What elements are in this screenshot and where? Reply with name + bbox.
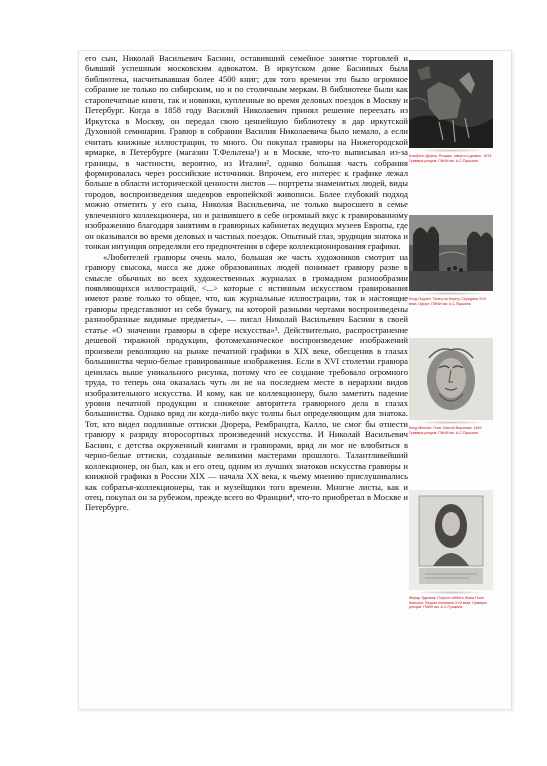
image-shadow	[413, 591, 489, 594]
figure-caption: Альбрехт Дюрер. Рыцарь, смерть и дьявол. 1513. Гравюра резцом. ГМИИ им. А.С.Пушкина	[409, 154, 493, 163]
engraving-edelinck-svg	[409, 490, 493, 590]
paragraph-2: «Любителей гравюры очень мало, большая же часть художников смотрит на гравюру свысока, масса же даже образованных людей понимает гравюру разве в смысле обычных во всех художественных журналах в громадном разнообразии появляющихся иллюстраций, <...> которые с истинным искусством гравирования имеют разве только то общее, что, как журнальные иллюстрации, так и настоящие гравюры представляют из себя бумагу, на которой разными чертами воспроизведены разнообразные видимые предметы», — писал Николай Васильевич Баснин в своей статье «О значении гравюры в сфере искусства»³. Действительно, распространение дешевой тиражной продукции, фотомеханическое воспроизведение изображений произвели революцию на рынке печатной графики в XIX веке, обесценив в глазах большинства черно-белые гравированные изображения. Если в XVI столетии гравюра ценилась выше уникального рисунка, потому что ее создание требовало огромного труда, то теперь она оказалась чуть ли не на последнем месте в иерархии видов изобразительного искусства. И кому, как не коллекционеру, было заметить падение уровня печатной продукции и снижение авторитета гравюрного дела в глазах большинства. Однако вряд ли когда-либо вкус толпы был определяющим для знатока. Тот, кто видел подлинные оттиски Дюрера, Рембрандта, Калло, не смог бы отнести гравюру к разряду второсортных произведений искусства. И Николай Васильевич Баснин, с детства окруженный книгами и гравюрами, вряд ли мог не влюбиться в черно-белые оттиски, созданные великими мастерами прошлого. Талантливейший коллекционер, он был, как и его отец, одним из лучших знатоков искусства гравюры и книжной графики в России XIX — начала XX века, к чьему мнению прислушивались как собратья-коллекционеры, так и музейщики того времени. Многие листы, как и отец, покупал он за рубежом, прежде всего во Франции⁴, что-то приобретал в Москве и Петербурге.	[85, 251, 408, 513]
figure-caption: Клод Лоррен. Танец на берегу. Середина XVII века. Офорт. ГМИИ им. А.С.Пушкина	[409, 297, 486, 306]
engraving-image-lorrain	[409, 215, 493, 291]
engraving-durer-svg	[409, 60, 493, 148]
engraving-image-edelinck	[409, 490, 493, 590]
image-shadow	[413, 149, 489, 152]
figure-durer	[409, 60, 493, 163]
article-body	[85, 53, 408, 513]
figure-edelinck	[409, 490, 493, 610]
paragraph-1: его сын, Николай Васильевич Баснин, оставивший семейное занятие торговлей и бывший успешным московским адвокатом. В иркутском доме Басниных была библиотека, насчитывавшая более 4500 книг; для того времени это было огромное собрание не только по сибирским, но и по столичным меркам. В библиотеке были как старопечатные книги, так и новинки, купленные во время деловых поездок в Москву и Петербург. Когда в 1858 году Василий Николаевич принял решение переехать из Иркутска в Москву, он передал свою ценнейшую библиотеку в дар иркутской Духовной семинарии. Гравюр в собрании Василия Николаевича было немало, а если считать книжные иллюстрации, то много. Он покупал гравюры на Нижегородской ярмарке, в Петербурге (магазин Т.Фельтена¹) и в Москве, что-то выписывал из-за границы, в частности, вероятно, из Италии², однако большая часть собрания формировалась через российские источники. Впрочем, его интерес к графике лежал больше в области исторической ценности листов — портреты знаменитых людей, виды городов, воспроизведения шедевров европейской живописи. Более глубокий подход можно отметить у его сына, Николая Васильевича, не только выросшего в семье увлеченного коллекционера, но и развившего в себе огромный вкус к гравированному изображению благодаря занятиям в гравюрных кабинетах ведущих музеев Европы, где он оказывался во время деловых и частных поездок. Опытный глаз, эрудиция знатока и тонкая интуиция определяли его предпочтения в сфере коллекционирования графики.	[85, 53, 408, 252]
image-shadow	[413, 292, 489, 295]
engraving-mellan-svg	[409, 338, 493, 420]
engraving-image-mellan	[409, 338, 493, 420]
engraving-image-durer	[409, 60, 493, 148]
image-shadow	[413, 421, 489, 424]
engraving-lorrain-svg	[409, 215, 493, 291]
figure-caption: Жерар Эделинк. Портрет аббата Жана-Поля Биньона. Вторая половина XVII века. Гравюра резцом. ГМИИ им. А.С.Пушкина	[409, 596, 487, 610]
figure-mellan	[409, 338, 493, 435]
figure-caption: Клод Меллан. Плат Святой Вероники. 1649. Гравюра резцом. ГМИИ им. А.С.Пушкина	[409, 426, 483, 435]
figure-lorrain	[409, 215, 493, 306]
